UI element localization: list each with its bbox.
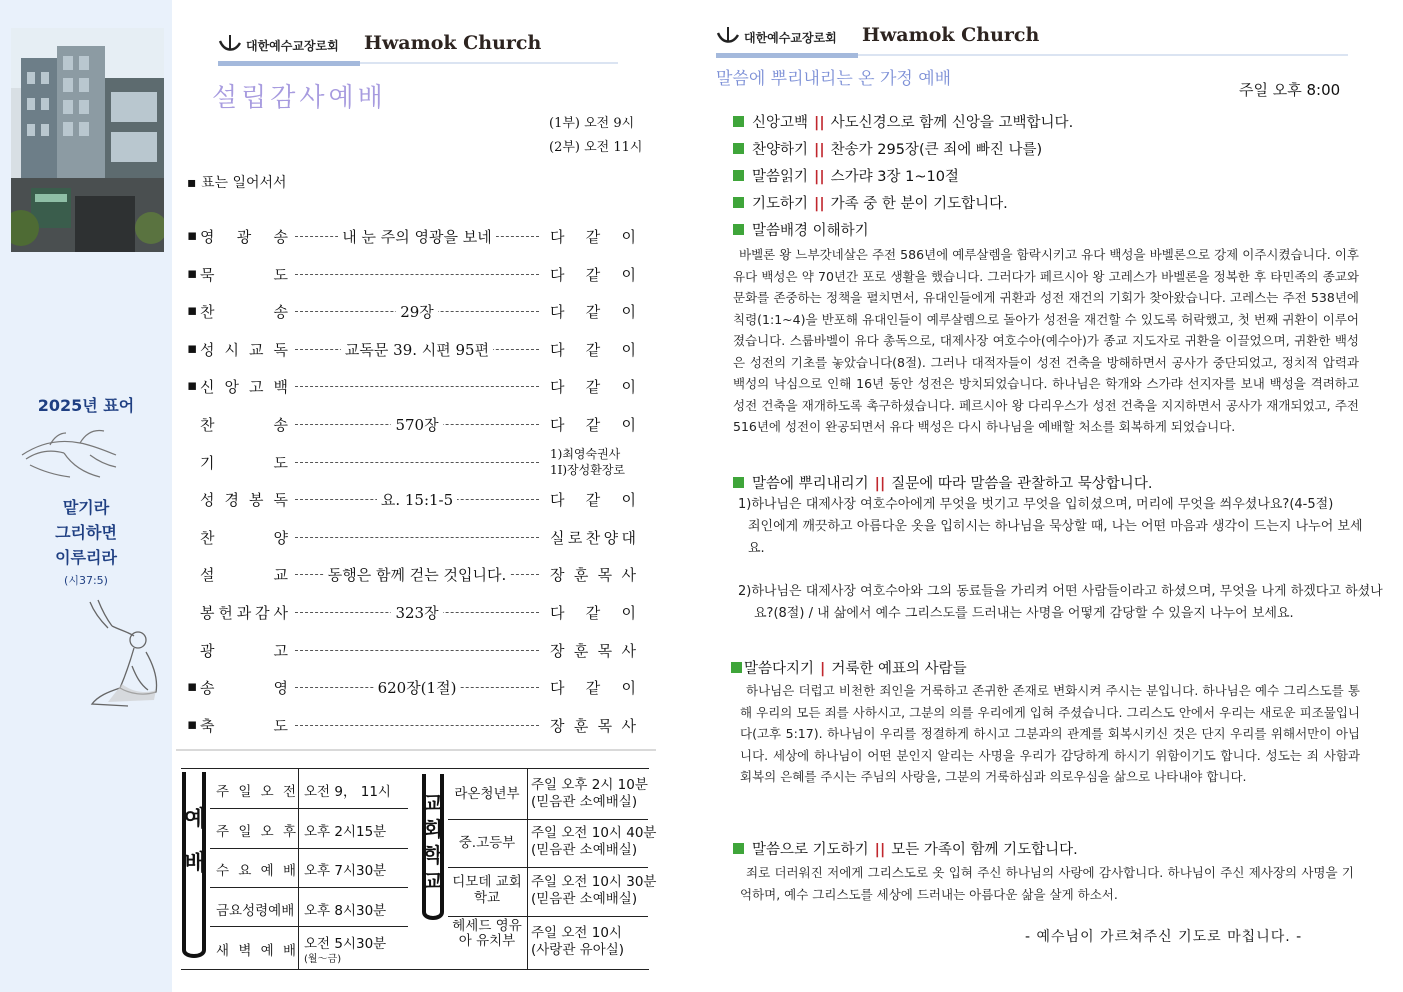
- standing-note-text: 표는 일어서서: [200, 175, 287, 191]
- rooting-heading: 말씀에 뿌리내리기 || 질문에 따라 말씀을 관찰하고 묵상합니다.: [733, 472, 1152, 493]
- school-dept-name: 라온청년부: [454, 786, 520, 802]
- worship-title-char: 배: [184, 851, 206, 876]
- church-name: Hwamok Church: [364, 32, 542, 54]
- row-content: 교독문 39. 시편 95편: [295, 339, 539, 360]
- row-label: 신 앙 고 백: [200, 378, 288, 397]
- row-content: 동행은 함께 걷는 것입니다.: [295, 564, 539, 585]
- schedule-row-divider: [210, 848, 408, 849]
- row-bullet: ▪: [187, 301, 198, 320]
- green-square-icon: [733, 170, 744, 181]
- row-leader-dashes: [295, 537, 539, 538]
- schedule-column-divider: [527, 769, 528, 969]
- row-label: 찬 송: [200, 303, 288, 322]
- service-order-row: [187, 226, 647, 248]
- row-leader: 다 같 이: [550, 416, 636, 434]
- row-leader: 장 훈 목 사: [550, 566, 636, 585]
- service-order-row: [187, 602, 647, 624]
- motto-year-title: 2025년 표어: [37, 396, 135, 415]
- green-square-icon: [733, 843, 744, 854]
- service-order-row: [187, 339, 647, 361]
- row-content: 내 눈 주의 영광을 보네: [295, 226, 539, 247]
- service-order-row: [187, 301, 647, 323]
- closing-line: - 예수님이 가르쳐주신 기도로 마칩니다. -: [1025, 929, 1303, 945]
- header-underline: [716, 53, 858, 58]
- row-leader: 다 같 이: [550, 378, 636, 397]
- order-item: 찬양하기 || 찬송가 295장(큰 죄에 빠진 나를): [733, 138, 1042, 159]
- home-worship-time: 주일 오후 8:00: [1239, 81, 1341, 99]
- row-content: 570장: [295, 414, 539, 435]
- schedule-row-divider: [448, 916, 648, 917]
- service-time-second: (2부) 오전 11시: [549, 140, 643, 155]
- worship-name: 금요성령예배: [216, 903, 295, 919]
- school-schedule-title: [421, 790, 445, 894]
- schedule-row-divider: [448, 867, 648, 868]
- order-item: 기도하기 || 가족 중 한 분이 기도합니다.: [733, 192, 1008, 213]
- row-label: 성 경 봉 독: [200, 491, 288, 510]
- schedule-border-bottom: [181, 969, 649, 970]
- order-item: 말씀읽기 || 스가랴 3장 1~10절: [733, 165, 959, 186]
- service-order-row: [187, 446, 647, 477]
- row-leader: 장 훈 목 사: [550, 641, 636, 660]
- church-logo-icon: [218, 35, 242, 55]
- background-text: 바벨론 왕 느부갓네살은 주전 586년에 예루살렘을 함락시키고 유다 백성을 바벨론으로 강제 이주시켰습니다. 이후 유다 백성은 약 70년간 포로 생활을 했습니다. 그러다가 페르시아 왕 고레스가 바벨론을 정복한 후 타민족의 종교와 문화를 존중하는 정책을 펼치면서, 유대인들에게 귀환과 성전 재건의 기회가 찾아왔습니다. 고레스는 주전 538년에 칙령(1:1~4)을 반포해 유대인들이 예루살렘으로 돌아가 성전을 재건할 수 있도록 허락했고, 첫 번째 귀환이 이루어졌습니다. 스룹바벨이 유다 총독으로, 대제사장 여호수아(예수아)가 종교 지도자로 귀환을 이끌었으며, 귀환한 백성은 성전의 기초를 놓았습니다(8절). 그러나 대적자들이 성전 건축을 방해하면서 공사가 중단되었고, 정치적 압력과 백성의 낙심으로 인해 16년 동안 성전은 방치되었습니다. 하나님은 학개와 스가랴 선지자를 보내 백성을 격려하고 성전 건축을 재개하도록 촉구하셨습니다. 페르시아 왕 다리우스가 성전 건축을 지지하면서 공사가 재개되었고, 주전 516년에 성전이 완공되면서 유다 백성은 다시 하나님을 예배할 처소를 회복하게 되었습니다.: [733, 247, 1359, 434]
- service-order-row: [187, 376, 647, 398]
- school-time: 주일 오전 10시 (사랑관 유아실): [531, 925, 625, 958]
- church-name: Hwamok Church: [862, 24, 1040, 46]
- school-title-char: 교: [423, 869, 443, 893]
- worship-time-note: (월～금): [304, 954, 342, 965]
- denomination-name: 대한예수교장로회: [246, 39, 339, 53]
- school-title-char: 회: [423, 817, 443, 841]
- motto-line: 이루리라: [55, 548, 117, 567]
- motto-reference: (시37:5): [64, 574, 108, 587]
- row-content: 620장(1절): [295, 677, 539, 698]
- order-item: 신앙고백 || 사도신경으로 함께 신앙을 고백합니다.: [733, 111, 1073, 132]
- church-header-right: [716, 22, 1356, 62]
- church-header-left: [218, 30, 618, 70]
- schedule-border-top: [181, 768, 649, 769]
- row-bullet: ▪: [187, 263, 198, 282]
- row-bullet: ▪: [187, 714, 198, 733]
- service-time-first: (1부) 오전 9시: [549, 116, 635, 131]
- hands-illustration: [20, 425, 120, 483]
- motto-line: 그리하면: [55, 523, 117, 542]
- row-bullet: ▪: [187, 376, 198, 395]
- row-bullet: ▪: [187, 677, 198, 696]
- worship-time: 오후 2시15분: [304, 824, 387, 840]
- row-label: 송 영: [200, 679, 288, 698]
- worship-name: 수 요 예 배: [216, 863, 296, 879]
- row-leader-dashes: [295, 650, 539, 651]
- schedule-column-divider: [298, 769, 299, 969]
- question-one-followup: 죄인에게 깨끗하고 아름다운 옷을 입히시는 하나님을 묵상할 때, 나는 어떤 마음과 생각이 드는지 나누어 보세요.: [748, 519, 1363, 556]
- service-order-row: [187, 414, 647, 436]
- row-bullet: ▪: [187, 226, 198, 244]
- section-divider: [176, 749, 656, 751]
- school-dept-name: 헤세드 영유아 유치부: [452, 918, 522, 949]
- row-leader: 다 같 이: [550, 491, 636, 510]
- row-leader-dashes: [295, 462, 539, 463]
- row-content: 29장: [295, 301, 539, 322]
- row-leader: 1)최영숙권사 1I)장성환장로: [550, 446, 626, 477]
- service-order-row: [187, 715, 647, 737]
- background-heading: 말씀배경 이해하기: [733, 219, 869, 240]
- row-bullet: ▪: [187, 338, 198, 357]
- green-square-icon: [731, 662, 742, 673]
- service-order-row: [187, 640, 647, 662]
- settle-body: 하나님은 더럽고 비천한 죄인을 거룩하고 존귀한 존재로 변화시켜 주시는 분입니다. 하나님은 예수 그리스도를 통해 우리의 모든 죄를 사하시고, 그분의 의를 우리에게 입혀 주셨습니다. 그리스도 안에서 우리는 새로운 피조물입니다(고후 5:17). 하나님이 우리를 정결하게 하시고 그분과의 관계를 회복시키신 것은 단지 우리를 위해서만이 아닙니다. 세상에 하나님이 어떤 분인지 알리는 사명을 우리가 감당하게 하시기 위함이기도 합니다. 성도는 죄 사함과 회복의 은혜를 주시는 주님의 사랑을, 그분의 거룩하심과 의로우심을 삶으로 나타내야 합니다.: [740, 683, 1360, 784]
- worship-title-char: 예: [184, 807, 206, 832]
- schedule-row-divider: [210, 926, 408, 927]
- schedule-row-divider: [210, 808, 408, 809]
- row-content: 323장: [295, 602, 539, 623]
- row-leader: 다 같 이: [550, 265, 636, 284]
- row-leader: 다 같 이: [550, 604, 636, 622]
- home-worship-title: 말씀에 뿌리내리는 온 가정 예배: [716, 69, 952, 89]
- praying-figure-illustration: [68, 596, 164, 708]
- row-leader: 다 같 이: [550, 340, 636, 359]
- row-label: 묵 도: [200, 265, 288, 284]
- header-underline-thin: [360, 62, 618, 64]
- header-underline: [218, 61, 360, 66]
- question-one: 1)하나님은 대제사장 여호수아에게 무엇을 벗기고 무엇을 입히셨으며, 머리에 무엇을 씌우셨나요?(4-5절): [738, 497, 1334, 512]
- worship-time: 오후 7시30분: [304, 863, 387, 879]
- row-leader: 다 같 이: [550, 228, 636, 246]
- row-label: 영 광 송: [200, 228, 288, 246]
- school-time: 주일 오전 10시 30분 (믿음관 소예배실): [531, 874, 657, 907]
- row-label: 성 시 교 독: [200, 340, 288, 359]
- row-leader-dashes: [295, 274, 539, 275]
- row-label: 봉 헌 과 감 사: [200, 604, 288, 622]
- worship-schedule-title: [183, 798, 207, 886]
- green-square-icon: [733, 197, 744, 208]
- service-order-row: [187, 264, 647, 286]
- schedule-row-divider: [448, 819, 648, 820]
- row-content: 요. 15:1-5: [295, 489, 539, 510]
- green-square-icon: [733, 143, 744, 154]
- school-dept-name: 디모데 교회학교: [452, 874, 522, 906]
- row-leader: 다 같 이: [550, 303, 636, 322]
- service-title: 설립감사예배: [212, 83, 387, 113]
- school-time: 주일 오전 10시 40분 (믿음관 소예배실): [531, 825, 657, 858]
- row-label: 설 교: [200, 566, 288, 585]
- prayer-body: 죄로 더러워진 저에게 그리스도로 옷 입혀 주신 하나님의 사랑에 감사합니다. 하나님이 주신 제사장의 사명을 기억하며, 예수 그리스도를 세상에 드러내는 아름다운 삶을 살게 하소서.: [740, 865, 1354, 902]
- schedule-row-divider: [210, 887, 408, 888]
- standing-note: ▪ 표는 일어서서: [187, 175, 287, 191]
- row-leader: 다 같 이: [550, 679, 636, 698]
- school-dept-name: 중.고등부: [458, 835, 516, 851]
- row-leader: 실 로 찬 양 대: [550, 528, 636, 547]
- denomination-name: 대한예수교장로회: [744, 31, 837, 45]
- row-leader-dashes: [295, 386, 539, 387]
- row-label: 광 고: [200, 641, 288, 660]
- worship-time: 오전 9， 11시: [304, 784, 391, 800]
- church-logo-icon: [716, 27, 740, 47]
- service-order-row: [187, 677, 647, 699]
- green-square-icon: [733, 477, 744, 488]
- service-order-row: [187, 527, 647, 549]
- worship-time: 오전 5시30분: [304, 936, 387, 952]
- green-square-icon: [733, 224, 744, 235]
- worship-name: 주 일 오 후: [216, 824, 296, 840]
- service-order-row: [187, 564, 647, 586]
- school-title-char: 학: [423, 843, 443, 867]
- question-two: 2)하나님은 대제사장 여호수아와 그의 동료들을 가리켜 어떤 사람들이라고 하셨으며, 무엇을 나게 하겠다고 하셨나요?(8절) / 내 삶에서 예수 그리스도를 드러내는 사명을 어떻게 감당할 수 있을지 나누어 보세요.: [738, 584, 1383, 621]
- motto-line: 맡기라: [62, 498, 110, 517]
- row-leader: 장 훈 목 사: [550, 716, 636, 735]
- row-label: 기 도: [200, 453, 288, 472]
- church-building-photo: [11, 28, 164, 252]
- motto-text: [0, 495, 172, 570]
- row-label: 축 도: [200, 716, 288, 735]
- row-label: 찬 양: [200, 528, 288, 547]
- worship-time: 오후 8시30분: [304, 903, 387, 919]
- settle-heading: 말씀다지기 | 거룩한 예표의 사람들: [731, 657, 967, 678]
- service-order-row: [187, 489, 647, 511]
- row-label: 찬 송: [200, 416, 288, 434]
- header-underline-thin: [858, 54, 1348, 56]
- school-title-char: 교: [423, 791, 443, 815]
- worship-name: 주 일 오 전: [216, 784, 296, 800]
- worship-name: 새 벽 예 배: [216, 943, 296, 959]
- green-square-icon: [733, 116, 744, 127]
- school-time: 주일 오후 2시 10분 (믿음관 소예배실): [531, 777, 648, 810]
- row-leader-dashes: [295, 725, 539, 726]
- prayer-heading: 말씀으로 기도하기 || 모든 가족이 함께 기도합니다.: [733, 838, 1078, 859]
